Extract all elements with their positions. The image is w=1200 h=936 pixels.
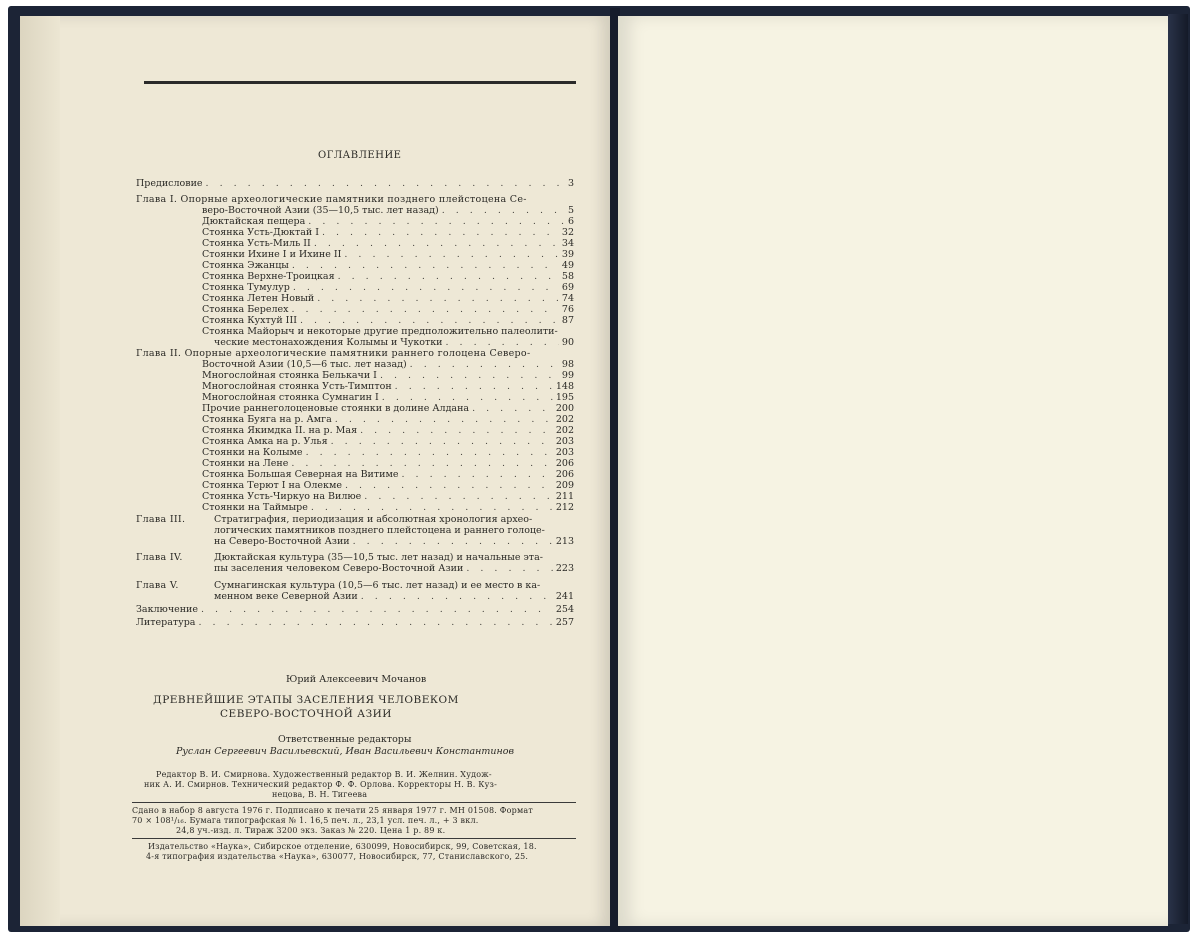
- print-line3: 24,8 уч.-изд. л. Тираж 3200 экз. Заказ № 220. Цена 1 р. 89 к.: [176, 826, 446, 835]
- staff-line3: нецова, В. Н. Тигеева: [272, 790, 368, 799]
- toc-entry: Стоянка Эжанцы . . . 49: [202, 260, 574, 271]
- chapter4-line2: пы заселения человеком Северо-Восточной Азии . . . 223: [214, 563, 574, 574]
- toc-entry: Стоянка Усть-Миль II . . . 34: [202, 238, 574, 249]
- book-title-line2: СЕВЕРО-ВОСТОЧНОЙ АЗИИ: [220, 708, 392, 720]
- print-line2: 70 × 108¹/₁₆. Бумага типографская № 1. 16,5 печ. л., 23,1 усл. печ. л., + 3 вкл.: [132, 816, 479, 825]
- chapter1-heading-line2: веро-Восточной Азии (35—10,5 тыс. лет назад) . . . 5: [202, 205, 574, 216]
- toc-entry: Стоянка Амка на р. Улья . . . 203: [202, 436, 574, 447]
- toc-entry: Прочие раннеголоценовые стоянки в долине Алдана . . . 200: [202, 403, 574, 414]
- chapter3-label: Глава III.: [136, 514, 186, 525]
- chapter2-heading-line1: Глава II. Опорные археологические памятники раннего голоцена Северо-: [136, 348, 531, 359]
- chapter3-line3: на Северо-Восточной Азии . . . 213: [214, 536, 574, 547]
- toc-entry-literature: Литература . . . 257: [136, 617, 574, 628]
- chapter2-heading-line2: Восточной Азии (10,5—6 тыс. лет назад) . . . 98: [202, 359, 574, 370]
- toc-entry: Многослойная стоянка Белькачи I . . . 99: [202, 370, 574, 381]
- toc-entry: Стоянки на Колыме . . . 203: [202, 447, 574, 458]
- chapter3-line1: Стратиграфия, периодизация и абсолютная хронология архео-: [214, 514, 533, 525]
- top-rule: [144, 81, 576, 84]
- book-title-line1: ДРЕВНЕЙШИЕ ЭТАПЫ ЗАСЕЛЕНИЯ ЧЕЛОВЕКОМ: [153, 694, 459, 706]
- chapter4-label: Глава IV.: [136, 552, 183, 563]
- toc-entry: Многослойная стоянка Сумнагин I . . . 195: [202, 392, 574, 403]
- toc-entry: Стоянка Кухтуй III . . . 87: [202, 315, 574, 326]
- toc-title: ОГЛАВЛЕНИЕ: [318, 150, 402, 161]
- toc-entry: Многослойная стоянка Усть-Тимптон . . . 148: [202, 381, 574, 392]
- staff-line1: Редактор В. И. Смирнова. Художественный редактор В. И. Желнин. Худож-: [156, 770, 492, 779]
- toc-entry: Стоянка Верхне-Троицкая . . . 58: [202, 271, 574, 282]
- toc-entry: Стоянка Усть-Дюктай I . . . 32: [202, 227, 574, 238]
- toc-entry: Дюктайская пещера . . . 6: [202, 216, 574, 227]
- chapter4-line1: Дюктайская культура (35—10,5 тыс. лет назад) и начальные эта-: [214, 552, 543, 563]
- right-page-blank: [618, 16, 1168, 926]
- left-page-edge: [20, 16, 60, 926]
- toc-entry: Стоянки Ихине I и Ихине II . . . 39: [202, 249, 574, 260]
- chapter3-line2: логических памятников позднего плейстоцена и раннего голоце-: [214, 525, 545, 536]
- chapter5-line1: Сумнагинская культура (10,5—6 тыс. лет назад) и ее место в ка-: [214, 580, 541, 591]
- toc-entry: Стоянки на Таймыре . . . 212: [202, 502, 574, 513]
- publisher-line2: 4-я типография издательства «Наука», 630077, Новосибирск, 77, Станиславского, 25.: [146, 852, 529, 861]
- toc-entry: Стоянка Усть-Чиркуо на Вилюе . . . 211: [202, 491, 574, 502]
- toc-entry: Стоянка Буяга на р. Амга . . . 202: [202, 414, 574, 425]
- author-name: Юрий Алексеевич Мочанов: [286, 674, 427, 685]
- toc-entry: Стоянки на Лене . . . 206: [202, 458, 574, 469]
- toc-entry-conclusion: Заключение . . . 254: [136, 604, 574, 615]
- cover-edge: [1168, 14, 1188, 924]
- editors-names: Руслан Сергеевич Васильевский, Иван Васильевич Константинов: [176, 746, 515, 757]
- toc-entry: Стоянка Терют I на Олекме . . . 209: [202, 480, 574, 491]
- toc-entry: Стоянка Тумулур . . . 69: [202, 282, 574, 293]
- colophon-rule-top: [132, 802, 576, 803]
- print-line1: Сдано в набор 8 августа 1976 г. Подписано к печати 25 января 1977 г. МН 01508. Формат: [132, 806, 533, 815]
- toc-entry: Стоянка Летен Новый . . . 74: [202, 293, 574, 304]
- toc-entry: Стоянка Берелех . . . 76: [202, 304, 574, 315]
- colophon-rule-bottom: [132, 838, 576, 839]
- chapter5-line2: менном веке Северной Азии . . . 241: [214, 591, 574, 602]
- toc-entry-preface: Предисловие . . . 3: [136, 178, 574, 189]
- chapter5-label: Глава V.: [136, 580, 179, 591]
- toc-entry-line1: Стоянка Майорыч и некоторые другие предположительно палеолити-: [202, 326, 558, 337]
- toc-entry: Стоянка Якимдка II. на р. Мая . . . 202: [202, 425, 574, 436]
- chapter1-heading-line1: Глава I. Опорные археологические памятники позднего плейстоцена Се-: [136, 194, 527, 205]
- toc-entry: Стоянка Большая Северная на Витиме . . . 206: [202, 469, 574, 480]
- publisher-line1: Издательство «Наука», Сибирское отделение, 630099, Новосибирск, 99, Советская, 18.: [148, 842, 537, 851]
- toc-entry: ческие местонахождения Колымы и Чукотки . . . 90: [214, 337, 574, 348]
- staff-line2: ник А. И. Смирнов. Технический редактор Ф. Ф. Орлова. Корректоры Н. В. Куз-: [144, 780, 498, 789]
- editors-label: Ответственные редакторы: [278, 734, 412, 745]
